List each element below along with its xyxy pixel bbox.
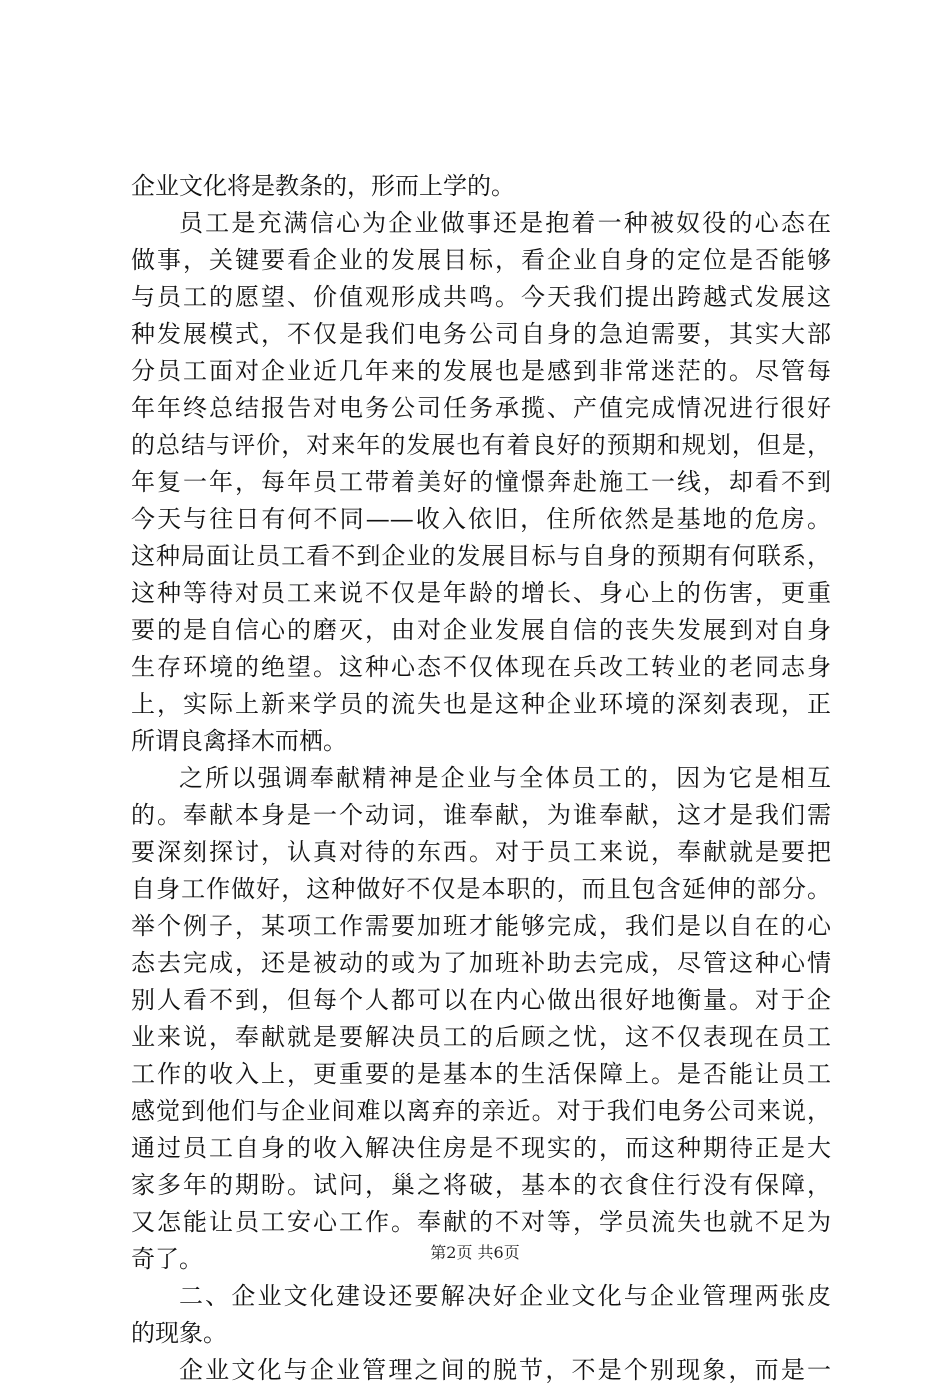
text-line: 年复一年，每年员工带着美好的憧憬奔赴施工一线，却看不到	[131, 468, 831, 496]
text-line: 感觉到他们与企业间难以离弃的亲近。对于我们电务公司来说，	[131, 1097, 831, 1125]
text-line: 举个例子，某项工作需要加班才能够完成，我们是以自在的心	[131, 912, 831, 940]
text-line: 工作的收入上，更重要的是基本的生活保障上。是否能让员工	[131, 1060, 831, 1088]
text-line: 别人看不到，但每个人都可以在内心做出很好地衡量。对于企	[131, 986, 831, 1014]
text-line: 企业文化与企业管理之间的脱节，不是个别现象，而是一	[179, 1356, 831, 1384]
text-line: 分员工面对企业近几年来的发展也是感到非常迷茫的。尽管每	[131, 357, 831, 385]
text-line: 之所以强调奉献精神是企业与全体员工的，因为它是相互	[179, 764, 831, 792]
text-line: 的总结与评价，对来年的发展也有着良好的预期和规划，但是，	[131, 431, 831, 459]
text-line: 员工是充满信心为企业做事还是抱着一种被奴役的心态在	[179, 209, 831, 237]
text-line: 二、企业文化建设还要解决好企业文化与企业管理两张皮	[179, 1282, 831, 1310]
text-line: 要的是自信心的磨灭，由对企业发展自信的丧失发展到对自身	[131, 616, 831, 644]
text-line: 的现象。	[131, 1319, 227, 1347]
text-line: 生存环境的绝望。这种心态不仅体现在兵改工转业的老同志身	[131, 653, 831, 681]
text-line: 态去完成，还是被动的或为了加班补助去完成，尽管这种心情	[131, 949, 831, 977]
text-line: 又怎能让员工安心工作。奉献的不对等，学员流失也就不足为	[131, 1208, 831, 1236]
text-line: 自身工作做好，这种做好不仅是本职的，而且包含延伸的部分。	[131, 875, 831, 903]
text-line: 这种局面让员工看不到企业的发展目标与自身的预期有何联系，	[131, 542, 831, 570]
text-line: 通过员工自身的收入解决住房是不现实的，而这种期待正是大	[131, 1134, 831, 1162]
text-line: 家多年的期盼。试问，巢之将破，基本的衣食住行没有保障，	[131, 1171, 831, 1199]
text-line: 年年终总结报告对电务公司任务承揽、产值完成情况进行很好	[131, 394, 831, 422]
text-line: 这种等待对员工来说不仅是年龄的增长、身心上的伤害，更重	[131, 579, 831, 607]
text-line: 业来说，奉献就是要解决员工的后顾之忧，这不仅表现在员工	[131, 1023, 831, 1051]
text-line: 奇了。	[131, 1245, 203, 1273]
text-line: 做事，关键要看企业的发展目标，看企业自身的定位是否能够	[131, 246, 831, 274]
text-line: 所谓良禽择木而栖。	[131, 727, 347, 755]
text-line: 的。奉献本身是一个动词，谁奉献，为谁奉献，这才是我们需	[131, 801, 831, 829]
page-footer: 第2页 共6页	[430, 1243, 520, 1262]
text-line: 种发展模式，不仅是我们电务公司自身的急迫需要，其实大部	[131, 320, 831, 348]
text-line: 上，实际上新来学员的流失也是这种企业环境的深刻表现，正	[131, 690, 831, 718]
text-line: 要深刻探讨，认真对待的东西。对于员工来说，奉献就是要把	[131, 838, 831, 866]
text-line: 企业文化将是教条的，形而上学的。	[131, 172, 515, 200]
document-body	[131, 168, 831, 1389]
text-line: 今天与往日有何不同——收入依旧，住所依然是基地的危房。	[131, 505, 831, 533]
text-line: 与员工的愿望、价值观形成共鸣。今天我们提出跨越式发展这	[131, 283, 831, 311]
